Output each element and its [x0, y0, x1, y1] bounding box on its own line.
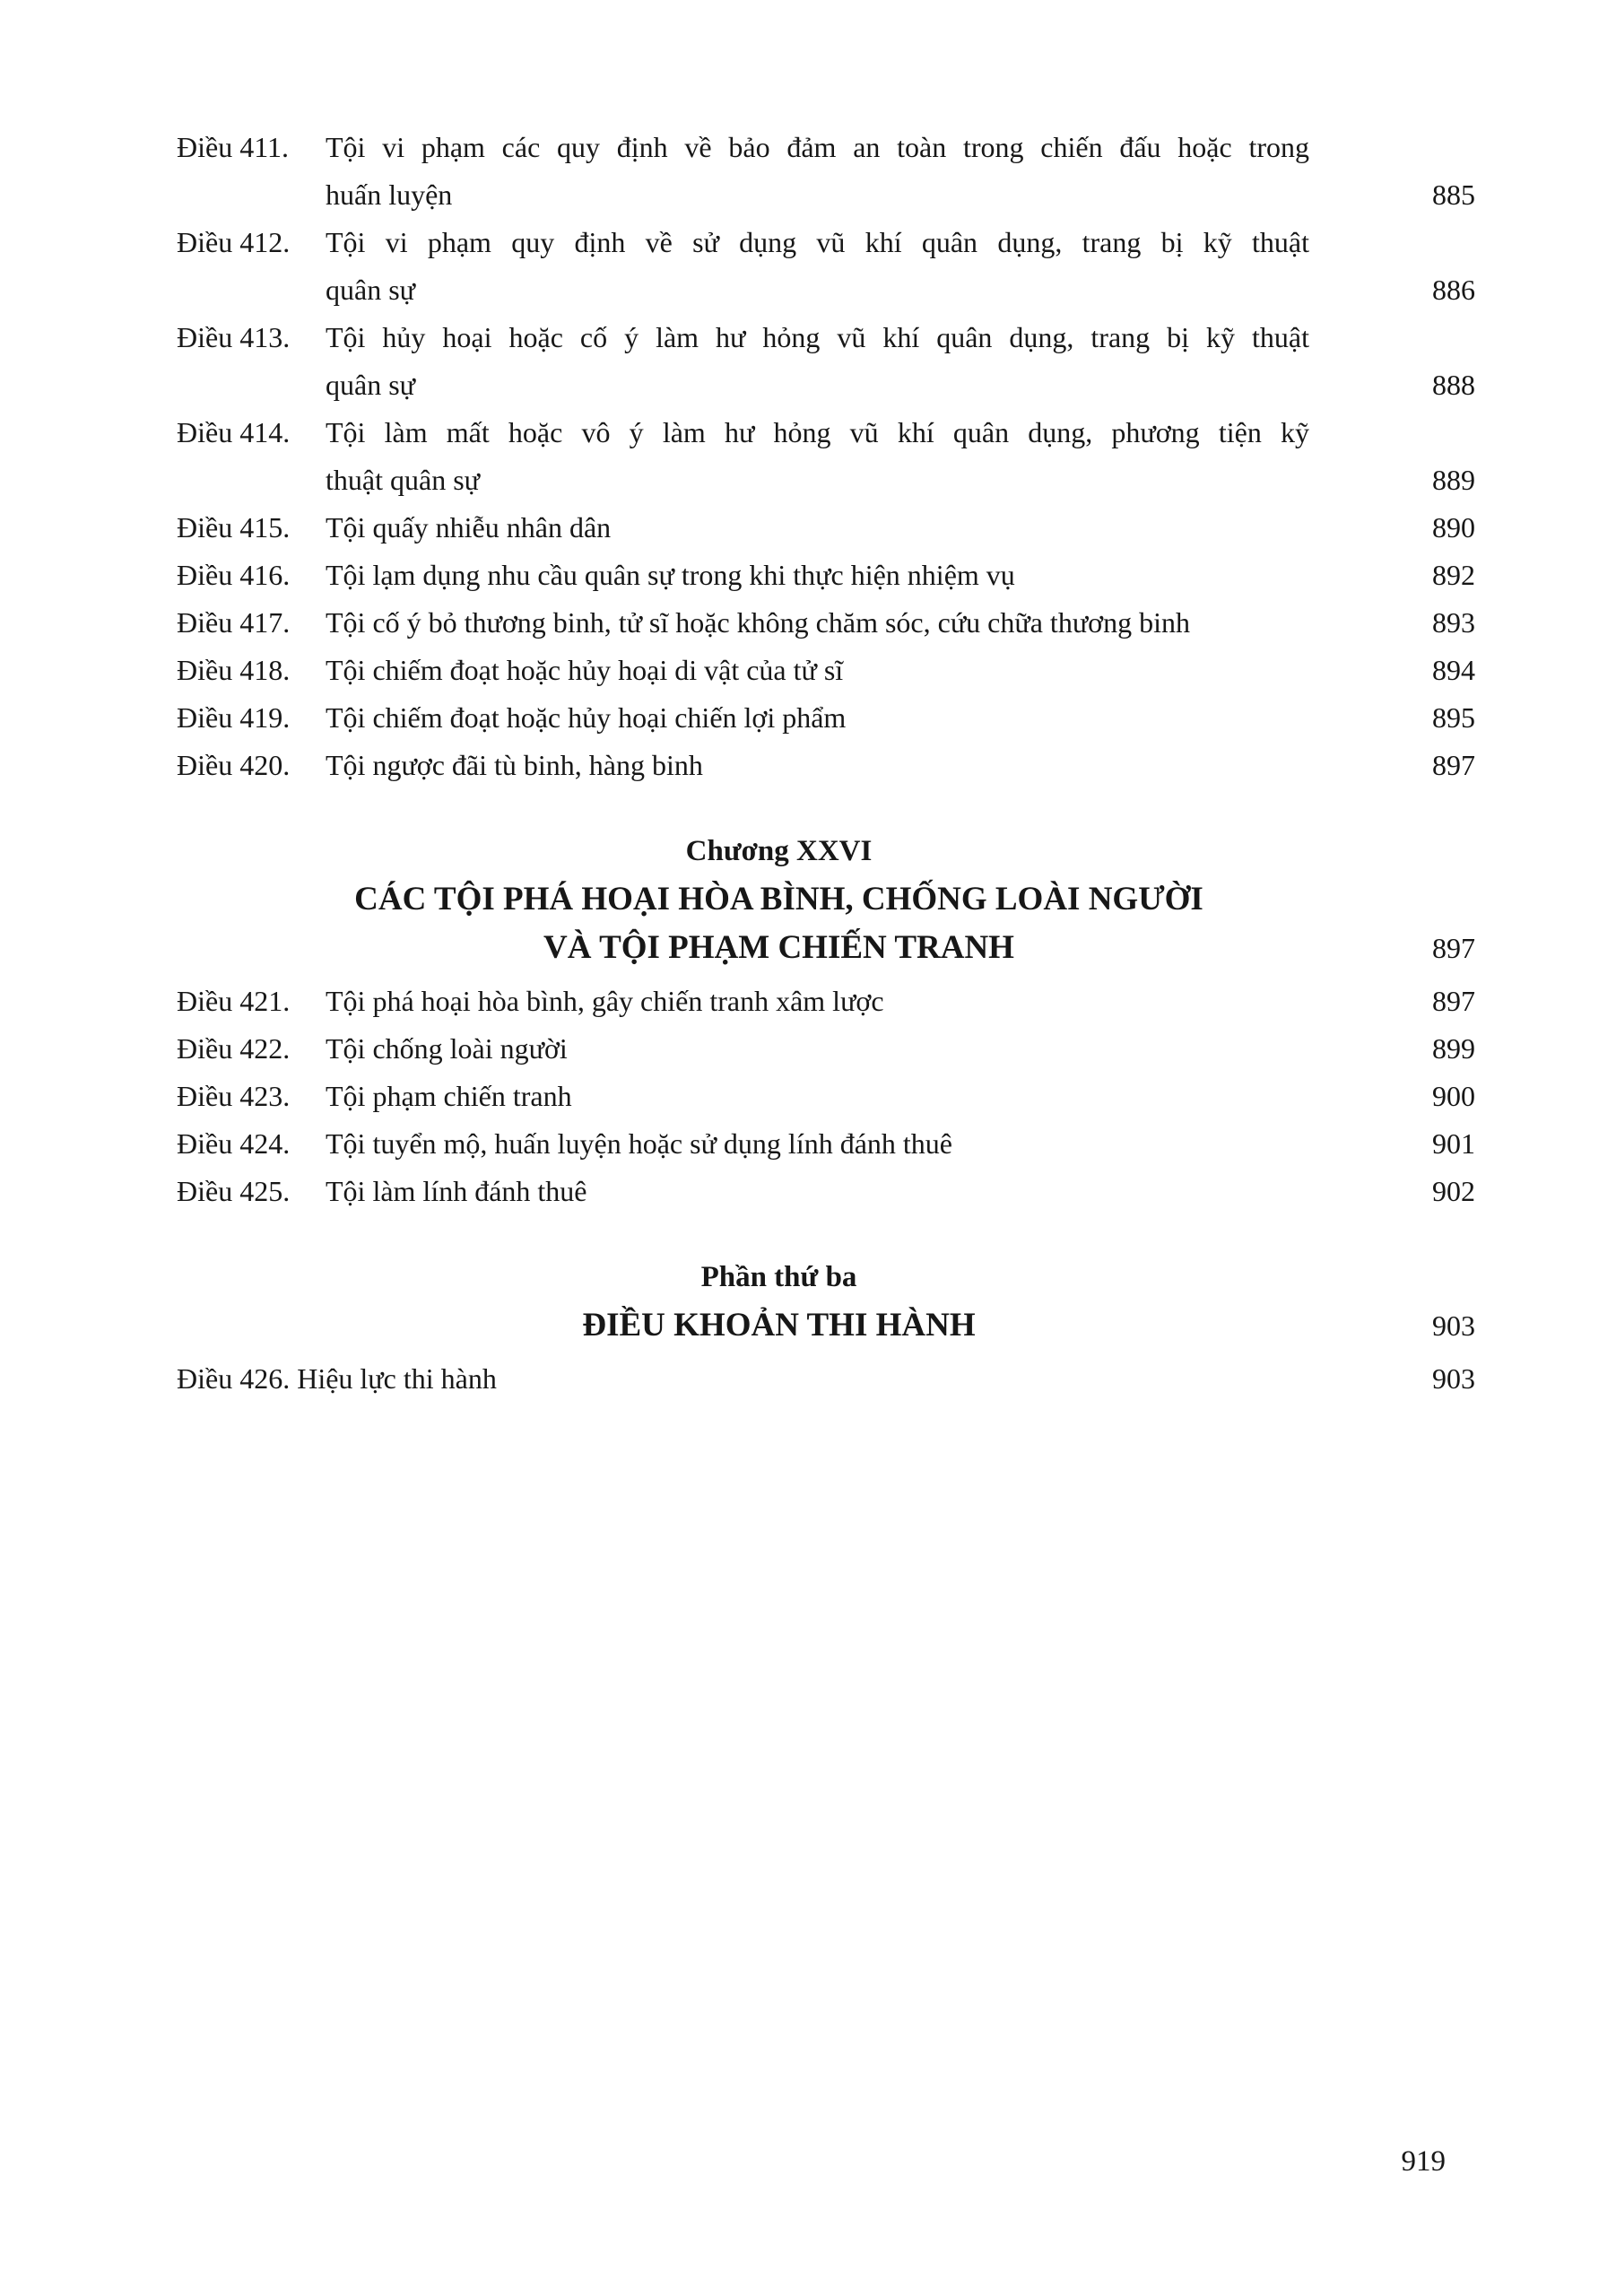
entry-page-number: 885 [1432, 178, 1475, 211]
entry-title-line: Tội chiếm đoạt hoặc hủy hoại chiến lợi phẩm [326, 701, 847, 734]
entry-page-number: 895 [1432, 701, 1475, 734]
entry-page-number: 888 [1432, 369, 1475, 401]
entry-title [326, 742, 1309, 789]
entry-title-line: Tội vi phạm các quy định về bảo đảm an toàn trong chiến đấu hoặc trong [326, 131, 1309, 163]
toc-entry [177, 1168, 1475, 1215]
entry-title [326, 1120, 1309, 1168]
entry-title [326, 504, 1309, 552]
entry-title [326, 219, 1309, 314]
entry-title-line: Tội phạm chiến tranh [326, 1080, 572, 1112]
entry-title-line: Tội phá hoại hòa bình, gây chiến tranh xâm lược [326, 985, 884, 1017]
entry-page-number: 902 [1432, 1175, 1475, 1207]
entry-title-line: thuật quân sự [326, 464, 480, 496]
entry-label: Điều 424. [177, 1127, 291, 1160]
page-number: 919 [1401, 2145, 1446, 2178]
toc-entry [177, 504, 1475, 552]
section-heading [177, 828, 1475, 972]
entry-title-line: Tội lạm dụng nhu cầu quân sự trong khi thực hiện nhiệm vụ [326, 559, 1015, 591]
entry-page-number: 903 [1432, 1362, 1475, 1395]
entry-page-number: 889 [1432, 464, 1475, 496]
entry-page-number: 894 [1432, 654, 1475, 686]
toc-entry [177, 219, 1475, 314]
entry-label: Điều 414. [177, 416, 291, 448]
toc-list [177, 124, 1475, 1403]
entry-label: Điều 418. [177, 654, 291, 686]
entry-title-line: quân sự [326, 369, 415, 401]
entry-title-line: quân sự [326, 274, 415, 306]
section-heading-lines [177, 828, 1381, 972]
toc-entry [177, 694, 1475, 742]
section-kicker: Chương XXVI [685, 835, 873, 867]
toc-entry [177, 1355, 1475, 1403]
entry-title-line: Tội làm mất hoặc vô ý làm hư hỏng vũ khí quân dụng, phương tiện kỹ [326, 416, 1309, 448]
entry-title-line: Tội hủy hoại hoặc cố ý làm hư hỏng vũ khí quân dụng, trang bị kỹ thuật [326, 321, 1309, 353]
entry-page-number: 899 [1432, 1032, 1475, 1065]
entry-title-line: huấn luyện [326, 178, 453, 211]
entry-title [326, 552, 1309, 599]
entry-title-line: Tội chiếm đoạt hoặc hủy hoại di vật của tử sĩ [326, 654, 844, 686]
entry-title-line: Tội tuyển mộ, huấn luyện hoặc sử dụng lính đánh thuê [326, 1127, 952, 1160]
entry-label: Điều 426. [177, 1362, 291, 1395]
entry-page-number: 892 [1432, 559, 1475, 591]
entry-page-number: 890 [1432, 511, 1475, 544]
entry-label: Điều 419. [177, 701, 291, 734]
entry-label: Điều 415. [177, 511, 291, 544]
toc-entry [177, 599, 1475, 647]
toc-entry [177, 742, 1475, 789]
section-kicker: Phần thứ ba [700, 1261, 857, 1293]
entry-title-line: Hiệu lực thi hành [297, 1362, 497, 1395]
entry-title [326, 978, 1309, 1025]
section-page-number: 897 [1432, 932, 1475, 964]
entry-label: Điều 413. [177, 321, 291, 353]
entry-title [326, 647, 1309, 694]
toc-entry [177, 1073, 1475, 1120]
toc-entry [177, 409, 1475, 504]
entry-label: Điều 421. [177, 985, 291, 1017]
entry-label: Điều 416. [177, 559, 291, 591]
section-heading [177, 1254, 1475, 1350]
toc-entry [177, 1025, 1475, 1073]
entry-title [326, 1073, 1309, 1120]
toc-entry [177, 124, 1475, 219]
entry-page-number: 897 [1432, 985, 1475, 1017]
entry-title-line: Tội quấy nhiễu nhân dân [326, 511, 612, 544]
entry-label: Điều 422. [177, 1032, 291, 1065]
entry-label: Điều 420. [177, 749, 291, 781]
entry-label: Điều 425. [177, 1175, 291, 1207]
entry-title [326, 314, 1309, 409]
entry-title [326, 1025, 1309, 1073]
entry-page-number: 886 [1432, 274, 1475, 306]
toc-entry [177, 647, 1475, 694]
section-page-number: 903 [1432, 1309, 1475, 1342]
entry-title-line: Tội chống loài người [326, 1032, 568, 1065]
toc-entry [177, 552, 1475, 599]
section-heading-lines [177, 1254, 1381, 1350]
entry-label: Điều 423. [177, 1080, 291, 1112]
entry-page-number: 900 [1432, 1080, 1475, 1112]
entry-title [326, 124, 1309, 219]
entry-title-line: Tội vi phạm quy định về sử dụng vũ khí quân dụng, trang bị kỹ thuật [326, 226, 1309, 258]
toc-entry [177, 978, 1475, 1025]
section-title-line: VÀ TỘI PHẠM CHIẾN TRANH [543, 929, 1014, 966]
section-title-line: ĐIỀU KHOẢN THI HÀNH [582, 1307, 976, 1344]
toc-entry [177, 314, 1475, 409]
entry-page-number: 901 [1432, 1127, 1475, 1160]
entry-title [326, 599, 1309, 647]
entry-title [326, 409, 1309, 504]
toc-entry [177, 1120, 1475, 1168]
entry-title-line: Tội làm lính đánh thuê [326, 1175, 587, 1207]
entry-title [326, 1168, 1309, 1215]
entry-title [297, 1362, 497, 1395]
entry-label: Điều 411. [177, 131, 290, 163]
entry-page-number: 893 [1432, 606, 1475, 639]
section-title-line: CÁC TỘI PHÁ HOẠI HÒA BÌNH, CHỐNG LOÀI NGƯỜI [354, 881, 1203, 918]
entry-title [326, 694, 1309, 742]
entry-label: Điều 412. [177, 226, 291, 258]
entry-label: Điều 417. [177, 606, 291, 639]
entry-page-number: 897 [1432, 749, 1475, 781]
entry-title-line: Tội ngược đãi tù binh, hàng binh [326, 749, 703, 781]
entry-title-line: Tội cố ý bỏ thương binh, tử sĩ hoặc không chăm sóc, cứu chữa thương binh [326, 606, 1190, 639]
